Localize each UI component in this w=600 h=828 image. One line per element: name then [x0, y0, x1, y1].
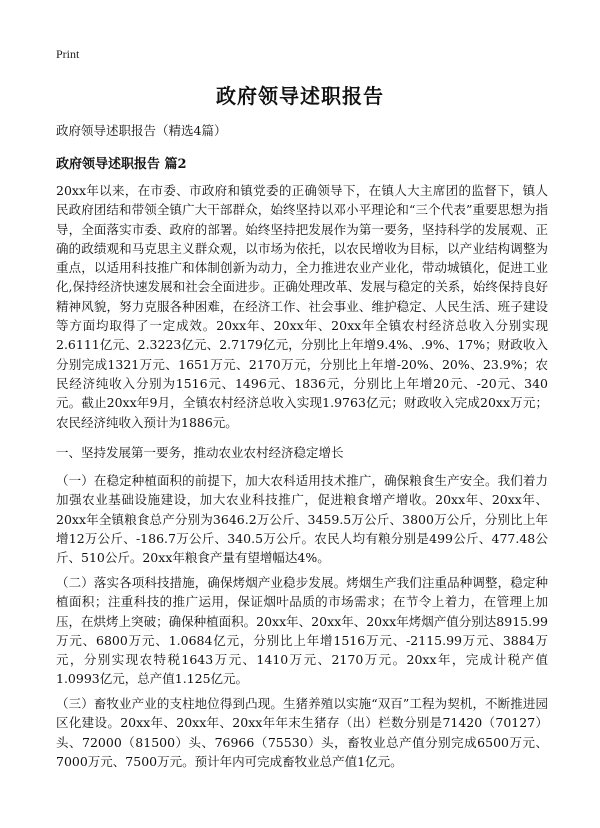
print-label: Print [56, 47, 80, 61]
paragraph-intro: 20xx年以来，在市委、市政府和镇党委的正确领导下，在镇人大主席团的监督下，镇人民政府团结和带领全镇广大干部群众，始终坚持以邓小平理论和“三个代表”重要思想为指导，全面落实市委、政府的部署。始终坚持把发展作为第一要务，坚持科学的发展观、正确的政绩观和马克思主义群众观，以市场为依托，以农民增收为目标，以产业结构调整为重点，以适用科技推广和体制创新为动力，全力推进农业产业化，带动城镇化，促进工业化,保持经济快速发展和社会全面进步。正确处理改革、发展与稳定的关系，始终保持良好精神风貌，努力克服各种困难，在经济工作、社会事业、维护稳定、人民生活、班子建设等方面均取得了一定成效。20xx年、20xx年、20xx年全镇农村经济总收入分别实现2.6111亿元、2.3223亿元、2.7179亿元，分别比上年增9.4%、.9%、17%；财政收入分别完成1321万元、1651万元、2170万元，分别比上年增-20%、20%、23.9%；农民经济纯收入分别为1516元、1496元、1836元，分别比上年增20元、-20元、340元。截止20xx年9月，全镇农村经济总收入实现1.9763亿元；财政收入完成20xx万元；农民经济纯收入预计为1886元。 [56, 183, 548, 430]
paragraph-grain: （一）在稳定种植面积的前提下，加大农科适用技术推广，确保粮食生产安全。我们着力加强农业基础设施建设，加大农业科技推广，促进粮食增产增收。20xx年、20xx年、20xx年全镇粮食总产分别为3646.2万公斤、3459.5万公斤、3800万公斤，分别比上年增12万公斤、-186.7万公斤、340.5万公斤。农民人均有粮分别是499公斤、477.48公斤、510公斤。20xx年粮食产量有望增幅达4%。 [56, 473, 548, 566]
paragraph-tobacco: （二）落实各项科技措施，确保烤烟产业稳步发展。烤烟生产我们注重品种调整，稳定种植面积；注重科技的推广运用，保证烟叶品质的市场需求；在节令上着力，在管理上加压，在烘烤上突破；确保种植面积。20xx年、20xx年、20xx年烤烟产值分别达8915.99万元、6800万元、1.0684亿元，分别比上年增1516万元、-2115.99万元、3884万元，分别实现农特税1643万元、1410万元、2170万元。20xx年，完成计税产值1.0993亿元，总产值1.125亿元。 [56, 575, 548, 687]
document-subtitle: 政府领导述职报告（精选4篇） [56, 123, 227, 138]
section-heading: 政府领导述职报告 篇2 [56, 157, 187, 172]
page-title: 政府领导述职报告 [216, 84, 384, 108]
heading-section-one: 一、坚持发展第一要务，推动农业农村经济稳定增长 [56, 445, 344, 460]
paragraph-livestock: （三）畜牧业产业的支柱地位得到凸现。生猪养殖以实施“双百”工程为契机，不断推进园区化建设。20xx年、20xx年、20xx年年末生猪存（出）栏数分别是71420（70127）头、72000（81500）头、76966（75530）头，畜牧业总产值分别完成6500万元、7000万元、7500万元。预计年内可完成畜牧业总产值1亿元。 [56, 696, 548, 769]
